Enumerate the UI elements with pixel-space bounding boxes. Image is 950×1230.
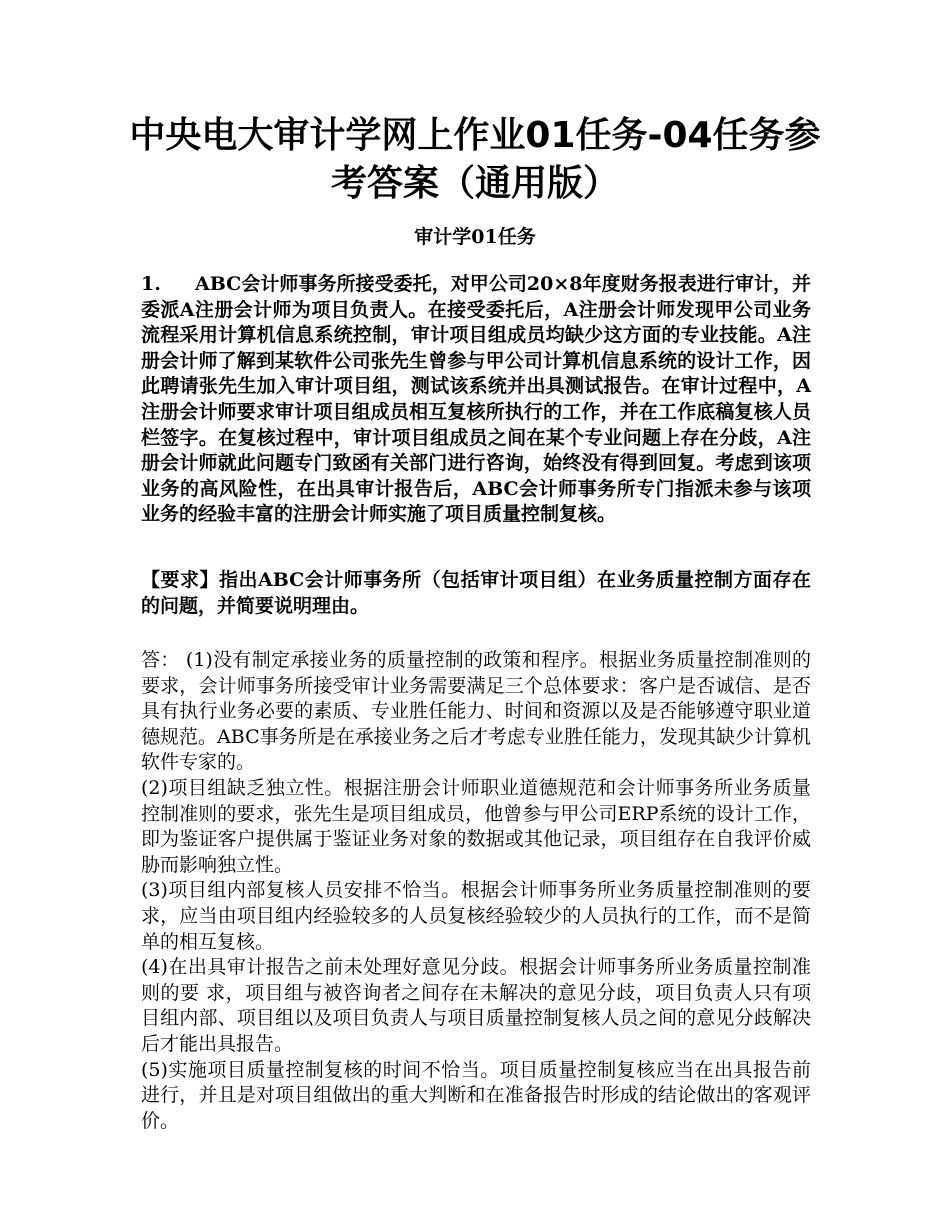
question-number: 1. — [141, 273, 161, 295]
answer-item: (2)项目组缺乏独立性。根据注册会计师职业道德规范和会计师事务所业务质量控制准则的要求，张先生是项目组成员，他曾参与甲公司ERP系统的设计工作，即为鉴证客户提供属于鉴证业务对象的数据或其他记录，项目组存在自我评价威胁而影响独立性。 — [141, 776, 811, 876]
answer-section — [141, 648, 811, 1134]
answer-item: 答： (1)没有制定承接业务的质量控制的政策和程序。根据业务质量控制准则的要求，会计师事务所接受审计业务需要满足三个总体要求：客户是否诚信、是否具有执行业务必要的素质、专业胜任能力、时间和资源以及是否能够遵守职业道德规范。ABC事务所是在承接业务之后才考虑专业胜任能力，发现其缺少计算机软件专家的。 — [141, 649, 811, 774]
question-paragraph — [141, 272, 811, 528]
question-text: ABC会计师事务所接受委托，对甲公司20×8年度财务报表进行审计，并委派A注册会计师为项目负责人。在接受委托后，A注册会计师发现甲公司业务流程采用计算机信息系统控制，审计项目组成员均缺少这方面的专业技能。A注册会计师了解到某软件公司张先生曾参与甲公司计算机信息系统的设计工作，因此聘请张先生加入审计项目组，测试该系统并出具测试报告。在审计过程中，A注册会计师要求审计项目组成员相互复核所执行的工作，并在工作底稿复核人员栏签字。在复核过程中，审计项目组成员之间在某个专业问题上存在分歧，A注册会计师就此问题专门致函有关部门进行咨询，始终没有得到回复。考虑到该项业务的高风险性，在出具审计报告后，ABC会计师事务所专门指派未参与该项业务的经验丰富的注册会计师实施了项目质量控制复核。 — [141, 273, 811, 526]
answer-item: (5)实施项目质量控制复核的时间不恰当。项目质量控制复核应当在出具报告前进行，并且是对项目组做出的重大判断和在准备报告时形成的结论做出的客观评价。 — [141, 1058, 811, 1132]
section-subtitle: 审计学01任务 — [414, 226, 536, 248]
document-title: 中央电大审计学网上作业01任务-04任务参考答案（通用版） — [129, 115, 821, 204]
answer-item: (3)项目组内部复核人员安排不恰当。根据会计师事务所业务质量控制准则的要求，应当由项目组内经验较多的人员复核经验较少的人员执行的工作，而不是简单的相互复核。 — [141, 879, 811, 953]
answer-item: (4)在出具审计报告之前未处理好意见分歧。根据会计师事务所业务质量控制准则的要 求，项目组与被咨询者之间存在未解决的意见分歧，项目负责人只有项目组内部、项目组以及项目负责人与项目质量控制复核人员之间的意见分歧解决后才能出具报告。 — [141, 956, 811, 1055]
requirement-paragraph: 【要求】指出ABC会计师事务所（包括审计项目组）在业务质量控制方面存在的问题，并简要说明理由。 — [141, 569, 811, 617]
